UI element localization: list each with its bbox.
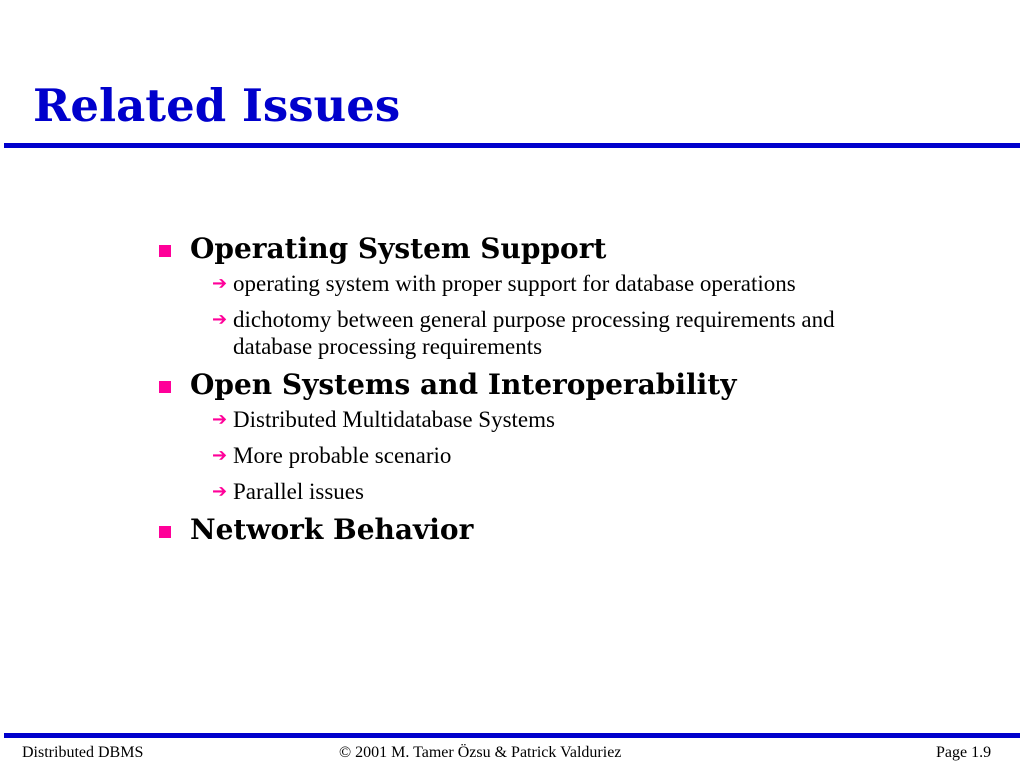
sub-bullet-list bbox=[159, 270, 879, 360]
bullet-text: Open Systems and Interoperability bbox=[190, 368, 737, 401]
bullet-item bbox=[159, 230, 879, 268]
footer-course: Distributed DBMS bbox=[22, 744, 144, 761]
sub-bullet-text: dichotomy between general purpose processing requirements and database processing requirements bbox=[233, 307, 835, 359]
arrow-right-icon: ➔ bbox=[212, 445, 228, 466]
arrow-right-icon: ➔ bbox=[212, 309, 228, 330]
bullet-list bbox=[159, 230, 879, 549]
arrow-right-icon: ➔ bbox=[212, 409, 228, 430]
sub-bullet-item bbox=[212, 406, 873, 433]
bullet-item bbox=[159, 366, 879, 404]
sub-bullet-text: More probable scenario bbox=[233, 443, 452, 468]
square-bullet-icon bbox=[159, 526, 171, 538]
slide-title: Related Issues bbox=[33, 79, 401, 132]
sub-bullet-text: Parallel issues bbox=[233, 479, 364, 504]
footer-copyright: © 2001 M. Tamer Özsu & Patrick Valduriez bbox=[339, 744, 622, 761]
sub-bullet-item bbox=[212, 306, 873, 360]
sub-bullet-list bbox=[159, 406, 879, 505]
sub-bullet-item bbox=[212, 442, 873, 469]
sub-bullet-text: operating system with proper support for database operations bbox=[233, 271, 796, 296]
bullet-text: Operating System Support bbox=[190, 232, 607, 265]
footer-page-number: Page 1.9 bbox=[936, 744, 992, 761]
bullet-text: Network Behavior bbox=[190, 513, 474, 546]
sub-bullet-item bbox=[212, 478, 873, 505]
arrow-right-icon: ➔ bbox=[212, 481, 228, 502]
square-bullet-icon bbox=[159, 381, 171, 393]
arrow-right-icon: ➔ bbox=[212, 273, 228, 294]
square-bullet-icon bbox=[159, 245, 171, 257]
title-divider bbox=[4, 143, 1020, 148]
sub-bullet-text: Distributed Multidatabase Systems bbox=[233, 407, 555, 432]
sub-bullet-item bbox=[212, 270, 873, 297]
bullet-item bbox=[159, 511, 879, 549]
footer-divider bbox=[4, 733, 1020, 738]
